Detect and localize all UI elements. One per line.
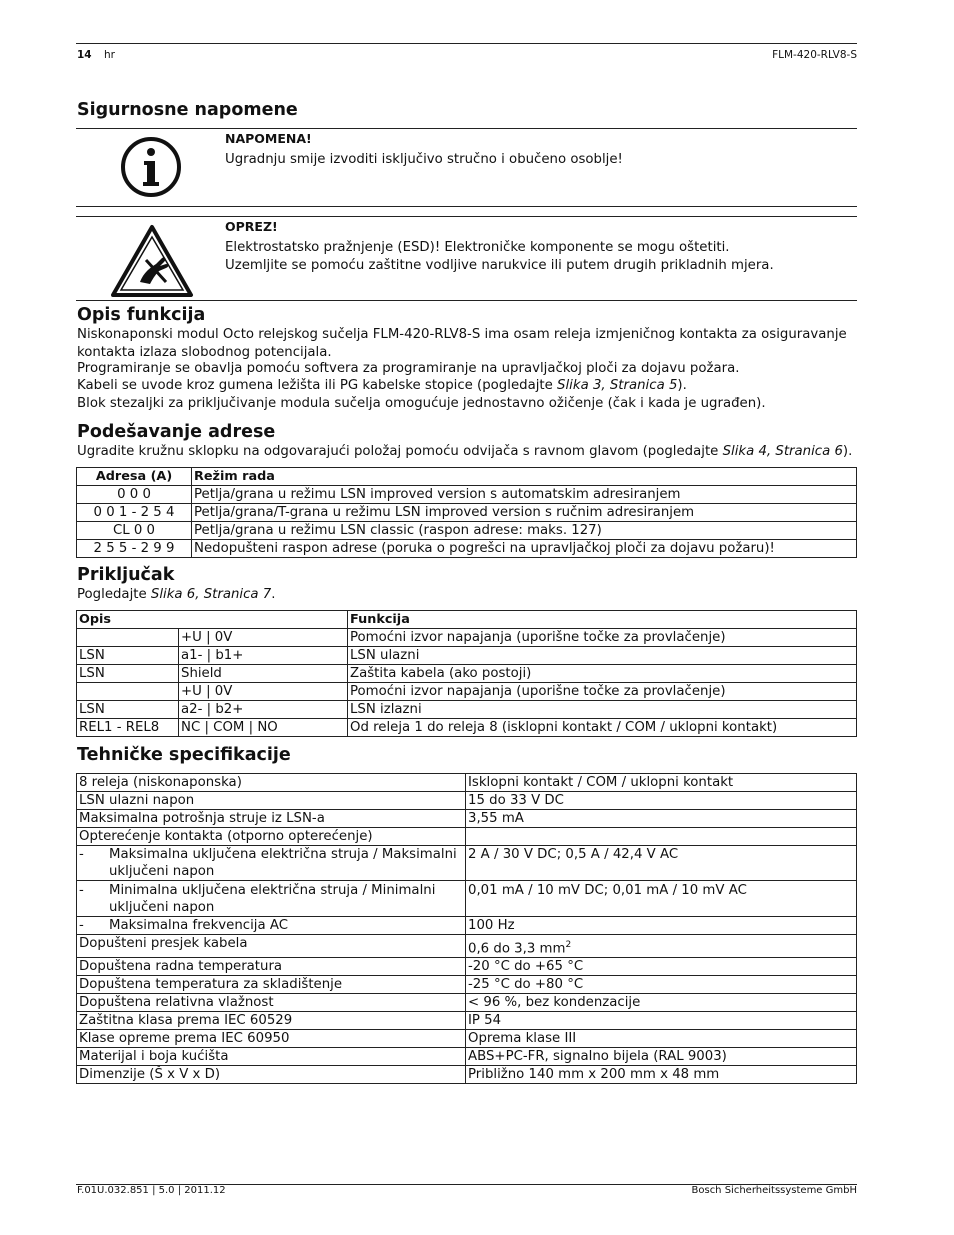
table-row: [77, 522, 857, 540]
specs-table: [76, 773, 857, 1084]
function-cell: Pomoćni izvor napajanja (uporišne točke za provlačenje): [348, 683, 857, 701]
table-header-row: [77, 611, 857, 629]
function-paragraph-2: Programiranje se obavlja pomoću softvera za programiranje na upravljačkoj ploči za dojavu požara.: [77, 361, 740, 376]
spec-label: Klase opreme prema IEC 60950: [77, 1030, 466, 1048]
spec-value: -20 °C do +65 °C: [466, 958, 857, 976]
list-dash: -: [79, 918, 84, 933]
specs-heading: Tehničke specifikacije: [77, 745, 291, 765]
connection-heading: Priključak: [77, 565, 175, 585]
mode-cell: Petlja/grana u režimu LSN improved version s automatskim adresiranjem: [192, 486, 857, 504]
spec-value: Oprema klase III: [466, 1030, 857, 1048]
terminal-group-cell: REL1 - REL8: [77, 719, 179, 737]
spec-value: IP 54: [466, 1012, 857, 1030]
table-row: [77, 774, 857, 792]
mode-cell: Nedopušteni raspon adrese (poruka o pogrešci na upravljačkoj ploči za dojavu požaru)!: [192, 540, 857, 558]
address-cell: 2 5 5 - 2 9 9: [77, 540, 192, 558]
column-header-address: Adresa (A): [77, 468, 192, 486]
function-paragraph-4: Blok stezaljki za priključivanje modula sučelja omogućuje jednostavno ožičenje (čak i kada je ugrađen).: [77, 396, 766, 411]
note-title: NAPOMENA!: [225, 131, 312, 146]
mode-cell: Petlja/grana u režimu LSN classic (raspon adrese: maks. 127): [192, 522, 857, 540]
spec-label: - Minimalna uključena električna struja / Minimalni uključeni napon: [77, 881, 466, 917]
caution-top-rule: [76, 216, 857, 217]
column-header-function: Funkcija: [348, 611, 857, 629]
spec-label: Dopušteni presjek kabela: [77, 935, 466, 958]
function-cell: LSN izlazni: [348, 701, 857, 719]
table-row: [77, 504, 857, 522]
spec-value: -25 °C do +80 °C: [466, 976, 857, 994]
terminal-cell: Shield: [179, 665, 348, 683]
table-row: [77, 719, 857, 737]
spec-label: Maksimalna potrošnja struje iz LSN-a: [77, 810, 466, 828]
table-row: [77, 1030, 857, 1048]
function-cell: Pomoćni izvor napajanja (uporišne točke za provlačenje): [348, 629, 857, 647]
table-row: [77, 1012, 857, 1030]
spec-value: 100 Hz: [466, 917, 857, 935]
figure-reference: Slika 3, Stranica 5: [557, 378, 678, 393]
table-row: [77, 846, 857, 881]
list-dash: -: [79, 883, 84, 898]
terminal-group-cell: [77, 683, 179, 701]
terminal-group-cell: LSN: [77, 647, 179, 665]
address-intro: Ugradite kružnu sklopku na odgovarajući položaj pomoću odvijača s ravnom glavom (pogledajte Slika 4, Stranica 6).: [77, 444, 853, 459]
terminal-group-cell: LSN: [77, 665, 179, 683]
footer-doc-info: F.01U.032.851 | 5.0 | 2011.12: [77, 1185, 226, 1196]
figure-reference: Slika 6, Stranica 7: [150, 587, 272, 602]
table-row: [77, 683, 857, 701]
function-paragraph-1: Niskonaponski modul Octo relejskog sučelja FLM-420-RLV8-S ima osam releja izmjeničnog kontakta za osiguravanje kontakta izlaza slobodnog potencijala.: [77, 327, 847, 360]
terminal-group-cell: [77, 629, 179, 647]
connection-intro: Pogledajte Slika 6, Stranica 7.: [77, 587, 276, 602]
table-row: [77, 810, 857, 828]
table-row: [77, 828, 857, 846]
language-code: hr: [104, 49, 115, 61]
function-heading: Opis funkcija: [77, 305, 206, 325]
spec-label: Dopuštena relativna vlažnost: [77, 994, 466, 1012]
address-cell: 0 0 0: [77, 486, 192, 504]
spec-label: Dimenzije (Š x V x D): [77, 1066, 466, 1084]
table-row: [77, 701, 857, 719]
terminal-cell: a2- | b2+: [179, 701, 348, 719]
spec-label: - Maksimalna uključena električna struja / Maksimalni uključeni napon: [77, 846, 466, 881]
terminal-cell: a1- | b1+: [179, 647, 348, 665]
figure-reference: Slika 4, Stranica 6: [722, 444, 843, 459]
spec-value: 15 do 33 V DC: [466, 792, 857, 810]
footer-company: Bosch Sicherheitssysteme GmbH: [691, 1185, 857, 1196]
table-row: [77, 994, 857, 1012]
table-row: [77, 486, 857, 504]
address-cell: 0 0 1 - 2 5 4: [77, 504, 192, 522]
spec-label: LSN ulazni napon: [77, 792, 466, 810]
note-top-rule: [76, 128, 857, 129]
spec-label: Opterećenje kontakta (otporno opterećenje): [77, 828, 466, 846]
header-rule: [76, 43, 857, 44]
caution-title: OPREZ!: [225, 219, 278, 234]
column-header-mode: Režim rada: [192, 468, 857, 486]
spec-value: 3,55 mA: [466, 810, 857, 828]
spec-value: [466, 828, 857, 846]
function-cell: LSN ulazni: [348, 647, 857, 665]
spec-value: ABS+PC-FR, signalno bijela (RAL 9003): [466, 1048, 857, 1066]
spec-label: Dopuštena radna temperatura: [77, 958, 466, 976]
caution-bottom-rule: [76, 300, 857, 301]
spec-value: 2 A / 30 V DC; 0,5 A / 42,4 V AC: [466, 846, 857, 881]
terminal-cell: NC | COM | NO: [179, 719, 348, 737]
table-header-row: [77, 468, 857, 486]
spec-label: Materijal i boja kućišta: [77, 1048, 466, 1066]
spec-value: 0,6 do 3,3 $mm^2$: [466, 935, 857, 958]
address-table: [76, 467, 857, 558]
table-row: [77, 792, 857, 810]
function-paragraph-3: Kabeli se uvode kroz gumena ležišta ili PG kabelske stopice (pogledajte Slika 3, Stranica 5).: [77, 378, 687, 393]
caution-line-2: Uzemljite se pomoću zaštitne vodljive narukvice ili putem drugih prikladnih mjera.: [225, 258, 774, 273]
function-cell: Od releja 1 do releja 8 (isklopni kontakt / COM / uklopni kontakt): [348, 719, 857, 737]
esd-warning-icon: [110, 224, 194, 302]
table-row: [77, 1048, 857, 1066]
terminal-cell: +U | 0V: [179, 629, 348, 647]
table-row: [77, 629, 857, 647]
function-cell: Zaštita kabela (ako postoji): [348, 665, 857, 683]
table-row: [77, 976, 857, 994]
address-cell: CL 0 0: [77, 522, 192, 540]
note-text: Ugradnju smije izvoditi isključivo stručno i obučeno osoblje!: [225, 152, 623, 167]
table-row: [77, 647, 857, 665]
spec-label: Zaštitna klasa prema IEC 60529: [77, 1012, 466, 1030]
spec-label: - Maksimalna frekvencija AC: [77, 917, 466, 935]
table-row: [77, 1066, 857, 1084]
spec-value: < 96 %, bez kondenzacije: [466, 994, 857, 1012]
table-row: [77, 881, 857, 917]
terminal-group-cell: LSN: [77, 701, 179, 719]
safety-heading: Sigurnosne napomene: [77, 100, 298, 120]
info-icon: [120, 136, 182, 202]
spec-value: Isklopni kontakt / COM / uklopni kontakt: [466, 774, 857, 792]
spec-value: Približno 140 mm x 200 mm x 48 mm: [466, 1066, 857, 1084]
list-dash: -: [79, 847, 84, 862]
table-row: [77, 935, 857, 958]
column-header-description: Opis: [77, 611, 348, 629]
mode-cell: Petlja/grana/T-grana u režimu LSN improved version s ručnim adresiranjem: [192, 504, 857, 522]
table-row: [77, 917, 857, 935]
table-row: [77, 540, 857, 558]
page-number: 14: [77, 49, 92, 61]
doc-code: FLM-420-RLV8-S: [772, 49, 857, 61]
table-row: [77, 665, 857, 683]
caution-line-1: Elektrostatsko pražnjenje (ESD)! Elektroničke komponente se mogu oštetiti.: [225, 240, 730, 255]
note-bottom-rule: [76, 206, 857, 207]
terminal-cell: +U | 0V: [179, 683, 348, 701]
spec-label: 8 releja (niskonaponska): [77, 774, 466, 792]
spec-label: Dopuštena temperatura za skladištenje: [77, 976, 466, 994]
spec-value: 0,01 mA / 10 mV DC; 0,01 mA / 10 mV AC: [466, 881, 857, 917]
address-heading: Podešavanje adrese: [77, 422, 276, 442]
table-row: [77, 958, 857, 976]
connection-table: [76, 610, 857, 737]
